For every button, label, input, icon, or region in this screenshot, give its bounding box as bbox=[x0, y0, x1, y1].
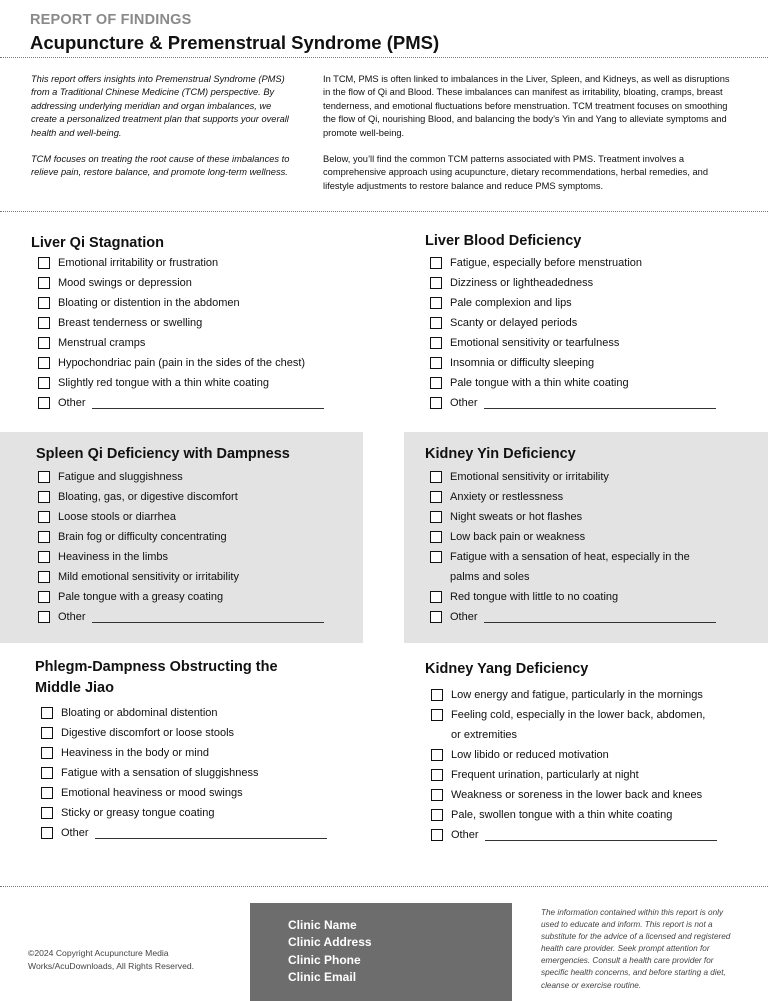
checklist-item[interactable]: Mood swings or depression bbox=[38, 273, 324, 293]
checklist-item[interactable]: Brain fog or difficulty concentrating bbox=[38, 527, 324, 547]
disclaimer-text: The information contained within this report is only used to educate and inform. This report is not a substitute for the advice of a licensed and registered health care provider. Seek prompt attention for emergencies. Consult a health care provider for specific health concerns, and before starting a diet, cleanse or exercise routine. bbox=[541, 908, 731, 990]
checkbox[interactable] bbox=[430, 531, 442, 543]
checkbox[interactable] bbox=[430, 297, 442, 309]
clinic-phone: Clinic Phone bbox=[288, 952, 361, 967]
checklist-item[interactable]: Insomnia or difficulty sleeping bbox=[430, 353, 716, 373]
checkbox[interactable] bbox=[38, 531, 50, 543]
checklist-item[interactable]: Low libido or reduced motivation bbox=[431, 745, 717, 765]
checklist-item-other[interactable]: Other bbox=[430, 393, 716, 413]
checkbox[interactable] bbox=[38, 397, 50, 409]
checkbox[interactable] bbox=[430, 591, 442, 603]
checklist-item[interactable]: Feeling cold, especially in the lower back, abdomen, bbox=[431, 705, 717, 725]
other-input-line[interactable] bbox=[95, 826, 327, 839]
checklist-item[interactable]: Dizziness or lightheadedness bbox=[430, 273, 716, 293]
copyright-line-2: Works/AcuDownloads, All Rights Reserved. bbox=[28, 960, 195, 971]
checkbox[interactable] bbox=[41, 767, 53, 779]
checklist-item[interactable]: Fatigue and sluggishness bbox=[38, 467, 324, 487]
checklist-item[interactable]: Emotional sensitivity or tearfulness bbox=[430, 333, 716, 353]
checklist-item[interactable]: Night sweats or hot flashes bbox=[430, 507, 716, 527]
clinic-address: Clinic Address bbox=[288, 935, 372, 950]
checklist-item-continuation: or extremities bbox=[451, 729, 518, 741]
checkbox[interactable] bbox=[431, 809, 443, 821]
checklist-item[interactable]: Slightly red tongue with a thin white coating bbox=[38, 373, 324, 393]
checklist-item[interactable]: Emotional irritability or frustration bbox=[38, 253, 324, 273]
section-title-line-1: Phlegm-Dampness Obstructing the bbox=[35, 659, 278, 675]
checklist-item[interactable]: Pale complexion and lips bbox=[430, 293, 716, 313]
clinic-name: Clinic Name bbox=[288, 918, 357, 932]
checkbox[interactable] bbox=[430, 491, 442, 503]
checklist-item[interactable]: Loose stools or diarrhea bbox=[38, 507, 324, 527]
checklist-item[interactable]: Frequent urination, particularly at night bbox=[431, 765, 717, 785]
checklist-item[interactable]: Bloating or distention in the abdomen bbox=[38, 293, 324, 313]
checklist-item[interactable]: Bloating, gas, or digestive discomfort bbox=[38, 487, 324, 507]
checklist-item[interactable]: Red tongue with little to no coating bbox=[430, 587, 716, 607]
checklist-item[interactable]: Fatigue, especially before menstruation bbox=[430, 253, 716, 273]
checklist-item[interactable]: Breast tenderness or swelling bbox=[38, 313, 324, 333]
checklist-item[interactable]: Emotional sensitivity or irritability bbox=[430, 467, 716, 487]
copyright-notice bbox=[28, 947, 194, 972]
clinic-info-box bbox=[250, 903, 512, 1001]
section-liver-qi-stagnation bbox=[0, 222, 363, 422]
intro-left bbox=[31, 73, 293, 193]
checkbox[interactable] bbox=[41, 827, 53, 839]
checkbox[interactable] bbox=[41, 727, 53, 739]
checklist-item[interactable]: Bloating or abdominal distention bbox=[41, 703, 327, 723]
checkbox[interactable] bbox=[431, 689, 443, 701]
checkbox[interactable] bbox=[38, 277, 50, 289]
divider-bottom bbox=[0, 886, 768, 887]
checkbox[interactable] bbox=[431, 709, 443, 721]
checkbox[interactable] bbox=[38, 591, 50, 603]
checklist-item[interactable]: Menstrual cramps bbox=[38, 333, 324, 353]
checkbox[interactable] bbox=[38, 491, 50, 503]
section-title: Spleen Qi Deficiency with Dampness bbox=[36, 446, 290, 462]
checklist-item[interactable]: Anxiety or restlessness bbox=[430, 487, 716, 507]
section-liver-blood-deficiency bbox=[405, 222, 768, 422]
intro-right-para-1: In TCM, PMS is often linked to imbalances in the Liver, Spleen, and Kidneys, as well as disruptions in the flow of Qi and Blood. These imbalances can manifest as irritability, bloating, cramps, breast tenderness, and emotional fluctuations before menstruation. TCM treatment focuses on smoothing the flow of Qi, nourishing Blood, and balancing the body’s Yin and Yang to alleviate symptoms and promote well-being. bbox=[323, 74, 730, 138]
checkbox[interactable] bbox=[41, 747, 53, 759]
checklist-item[interactable]: Fatigue with a sensation of sluggishness bbox=[41, 763, 327, 783]
checkbox[interactable] bbox=[430, 551, 442, 563]
checklist-item[interactable]: Hypochondriac pain (pain in the sides of the chest) bbox=[38, 353, 324, 373]
checkbox[interactable] bbox=[38, 377, 50, 389]
checkbox[interactable] bbox=[38, 337, 50, 349]
page-title: Acupuncture & Premenstrual Syndrome (PMS) bbox=[30, 32, 440, 53]
other-input-line[interactable] bbox=[485, 828, 717, 841]
checkbox[interactable] bbox=[38, 551, 50, 563]
checklist-item[interactable]: Digestive discomfort or loose stools bbox=[41, 723, 327, 743]
checklist-item[interactable]: Low back pain or weakness bbox=[430, 527, 716, 547]
divider-top bbox=[0, 57, 768, 58]
checklist-item-other[interactable]: Other bbox=[38, 393, 324, 413]
section-title: Kidney Yin Deficiency bbox=[425, 446, 576, 462]
checklist-item-other[interactable]: Other bbox=[431, 825, 717, 845]
checkbox[interactable] bbox=[38, 511, 50, 523]
section-title bbox=[35, 657, 278, 699]
checklist-item[interactable]: Heaviness in the limbs bbox=[38, 547, 324, 567]
checkbox[interactable] bbox=[38, 257, 50, 269]
checkbox[interactable] bbox=[38, 357, 50, 369]
checklist-item[interactable]: Pale tongue with a thin white coating bbox=[430, 373, 716, 393]
checkbox[interactable] bbox=[430, 337, 442, 349]
checkbox[interactable] bbox=[430, 377, 442, 389]
intro-right bbox=[323, 73, 738, 206]
checklist-item-continuation: palms and soles bbox=[450, 571, 530, 583]
checklist-item[interactable]: Pale tongue with a greasy coating bbox=[38, 587, 324, 607]
checklist-item-other[interactable]: Other bbox=[38, 607, 324, 627]
checkbox[interactable] bbox=[38, 611, 50, 623]
copyright-line-1: ©2024 Copyright Acupuncture Media bbox=[28, 948, 169, 958]
checklist-item[interactable]: Sticky or greasy tongue coating bbox=[41, 803, 327, 823]
checkbox[interactable] bbox=[430, 611, 442, 623]
section-title: Kidney Yang Deficiency bbox=[425, 661, 589, 677]
intro-left-para-1: This report offers insights into Premenstrual Syndrome (PMS) from a Traditional Chinese Medicine (TCM) perspective. By addressing underlying meridian and organ imbalances, we create a personalized treatment plan that supports your overall health and well-being. bbox=[31, 74, 289, 138]
checklist-item[interactable]: Fatigue with a sensation of heat, especially in the bbox=[430, 547, 716, 567]
checkbox[interactable] bbox=[431, 769, 443, 781]
section-kidney-yang-deficiency bbox=[405, 650, 768, 850]
checklist-item[interactable]: Emotional heaviness or mood swings bbox=[41, 783, 327, 803]
checklist-item[interactable]: Heaviness in the body or mind bbox=[41, 743, 327, 763]
checkbox[interactable] bbox=[41, 787, 53, 799]
other-input-line[interactable] bbox=[484, 396, 716, 409]
checkbox[interactable] bbox=[430, 511, 442, 523]
intro-left-para-2: TCM focuses on treating the root cause of these imbalances to relieve pain, restore balance, and promote long-term wellness. bbox=[31, 154, 290, 178]
checkbox[interactable] bbox=[38, 571, 50, 583]
other-input-line[interactable] bbox=[92, 396, 324, 409]
section-spleen-qi-deficiency bbox=[0, 432, 363, 643]
checkbox[interactable] bbox=[431, 749, 443, 761]
checkbox[interactable] bbox=[430, 471, 442, 483]
checkbox[interactable] bbox=[431, 789, 443, 801]
checkbox[interactable] bbox=[41, 807, 53, 819]
section-title: Liver Qi Stagnation bbox=[31, 235, 164, 251]
other-input-line[interactable] bbox=[484, 610, 716, 623]
section-title-line-2: Middle Jiao bbox=[35, 680, 114, 696]
checklist-item-other[interactable]: Other bbox=[430, 607, 716, 627]
other-input-line[interactable] bbox=[92, 610, 324, 623]
checkbox[interactable] bbox=[38, 297, 50, 309]
report-kicker: REPORT OF FINDINGS bbox=[30, 12, 192, 28]
checklist-item[interactable]: Pale, swollen tongue with a thin white coating bbox=[431, 805, 717, 825]
checklist-item-other[interactable]: Other bbox=[41, 823, 327, 843]
section-title: Liver Blood Deficiency bbox=[425, 233, 582, 249]
intro-right-para-2: Below, you’ll find the common TCM patterns associated with PMS. Treatment involves a comprehensive approach using acupuncture, dietary recommendations, herbal remedies, and lifestyle adjustments to restore balance and reduce PMS symptoms. bbox=[323, 154, 709, 191]
checkbox[interactable] bbox=[431, 829, 443, 841]
checkbox[interactable] bbox=[430, 317, 442, 329]
checkbox[interactable] bbox=[430, 277, 442, 289]
checklist-item[interactable]: Scanty or delayed periods bbox=[430, 313, 716, 333]
checkbox[interactable] bbox=[430, 357, 442, 369]
checklist-item[interactable]: Low energy and fatigue, particularly in the mornings bbox=[431, 685, 717, 705]
section-phlegm-dampness bbox=[0, 650, 363, 850]
checklist-item[interactable]: Weakness or soreness in the lower back and knees bbox=[431, 785, 717, 805]
checklist-item[interactable]: Mild emotional sensitivity or irritability bbox=[38, 567, 324, 587]
checkbox[interactable] bbox=[38, 471, 50, 483]
checkbox[interactable] bbox=[41, 707, 53, 719]
checkbox[interactable] bbox=[430, 397, 442, 409]
divider-mid bbox=[0, 211, 768, 212]
checkbox[interactable] bbox=[430, 257, 442, 269]
checkbox[interactable] bbox=[38, 317, 50, 329]
clinic-email: Clinic Email bbox=[288, 970, 357, 985]
section-kidney-yin-deficiency bbox=[404, 432, 768, 643]
